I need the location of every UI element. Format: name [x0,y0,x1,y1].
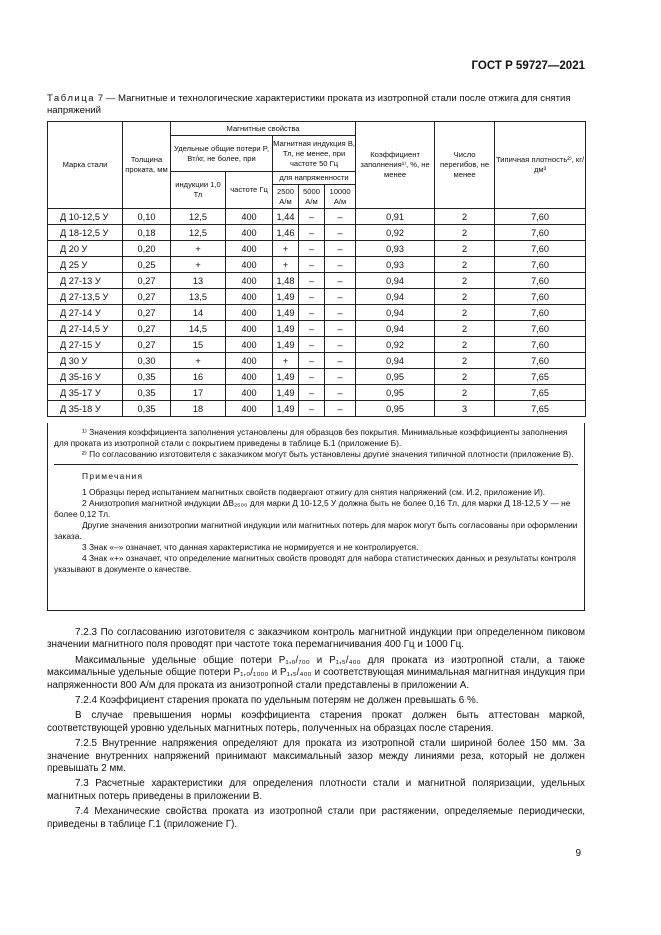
table-cell: 12,5 [171,225,226,241]
magnetic-properties-table [47,121,586,417]
table-cell: 7,60 [495,353,586,369]
paragraph-7-2-3: 7.2.3 По согласованию изготовителя с заказчиком контроль магнитной индукции при определенном пиковом значении магнитного поля проводят при частоте тока перемагничивания 400 Гц и 1000 Гц. [47,627,585,651]
table-cell: – [325,289,356,305]
table-cell: 13 [171,273,226,289]
table-cell: 0,95 [356,385,435,401]
table-cell: – [325,273,356,289]
table-row [48,257,586,273]
table-cell: + [171,353,226,369]
table-cell: – [325,321,356,337]
table-cell: 7,60 [495,337,586,353]
table-cell: – [299,209,325,225]
table-cell: 0,93 [356,257,435,273]
table-cell: 7,60 [495,289,586,305]
table-cell: 400 [226,305,273,321]
header-losses: Удельные общие потери P, Вт/кг, не более, при [171,136,273,172]
footnote-2: ²⁾ По согласованию изготовителя с заказчиком могут быть установлены другие значения типичной плотности (приложение В). [82,449,574,459]
footnote-1: ¹⁾ Значения коэффициента заполнения установлены для образцов без покрытия. Минимальные коэффициенты заполнения для проката из изотропной стали с покрытием приведены в таблице Б.1 (приложение Б). [54,427,568,448]
table-cell: 400 [226,257,273,273]
paragraph-7-2-4: 7.2.4 Коэффициент старения проката по удельным потерям не должен превышать 6 %. [75,695,479,707]
table-cell: 1,49 [273,369,299,385]
table-cell: Д 27-15 У [48,337,123,353]
table-cell: – [325,337,356,353]
table-cell: 2 [435,385,495,401]
table-cell: 0,94 [356,289,435,305]
table-cell: 2 [435,273,495,289]
table-cell: 400 [226,353,273,369]
table-cell: 3 [435,401,495,417]
table-cell: – [325,209,356,225]
table-cell: – [299,337,325,353]
table-cell: 1,49 [273,305,299,321]
paragraph-7-2-5: 7.2.5 Внутренние напряжения определяют для проката из изотропной стали шириной более 150 мм. За значение внутренних напряжений принимают максимальный зазор между линиями реза, который не должен превышать 2 мм. [47,738,585,775]
table-cell: 1,44 [273,209,299,225]
table-caption-text: 7 — Магнитные и технологические характеристики проката из изотропной стали после отжига для снятия напряжений [47,93,571,116]
table-cell: 0,25 [123,257,171,273]
table-cell: 0,94 [356,353,435,369]
table-cell: – [325,369,356,385]
table-cell: Д 35-16 У [48,369,123,385]
table-body [48,209,586,417]
table-cell: 7,60 [495,305,586,321]
table-cell: 400 [226,337,273,353]
table-cell: 1,49 [273,321,299,337]
table-cell: – [299,321,325,337]
table-cell: + [171,257,226,273]
table-cell: + [273,257,299,273]
header-induction-1-0: индукции 1,0 Тл [171,172,226,209]
document-code: ГОСТ Р 59727—2021 [471,60,585,72]
header-field-strength: для напряженности [273,172,356,185]
table-cell: 18 [171,401,226,417]
table-cell: 0,27 [123,321,171,337]
table-cell: 17 [171,385,226,401]
header-grade: Марка стали [48,122,123,209]
table-cell: 0,93 [356,241,435,257]
table-cell: – [299,385,325,401]
table-cell: – [325,353,356,369]
table-cell: 7,60 [495,257,586,273]
table-row [48,305,586,321]
table-cell: 2 [435,369,495,385]
table-cell: 400 [226,289,273,305]
paragraph-aging: В случае превышения нормы коэффициента старения прокат должен быть аттестован маркой, соответствующей уровню удельных магнитных потерь, полученных на образцах после старения. [47,710,585,734]
table-cell: 2 [435,337,495,353]
table-cell: 0,30 [123,353,171,369]
table-cell: – [299,401,325,417]
page-number: 9 [575,848,581,859]
table-cell: – [299,241,325,257]
table-cell: 2 [435,305,495,321]
table-cell: 0,95 [356,369,435,385]
table-cell: + [273,241,299,257]
table-cell: 14,5 [171,321,226,337]
table-cell: 0,27 [123,289,171,305]
header-bends: Число перегибов, не менее [435,122,495,209]
table-row [48,209,586,225]
table-cell: 7,60 [495,241,586,257]
table-row [48,273,586,289]
header-thickness: Толщина проката, мм [123,122,171,209]
table-cell: 1,49 [273,401,299,417]
table-cell: 2 [435,225,495,241]
table-row [48,241,586,257]
table-cell: – [325,241,356,257]
table-cell: 1,49 [273,289,299,305]
table-cell: – [299,305,325,321]
table-cell: – [299,273,325,289]
table-cell: 0,35 [123,369,171,385]
table-cell: 16 [171,369,226,385]
table-cell: Д 20 У [48,241,123,257]
table-row [48,369,586,385]
table-cell: 0,92 [356,225,435,241]
note-2: 2 Анизотропия магнитной индукции ΔB₂₅₀₀ для марки Д 10-12,5 У должна быть не более 0,16 Тл, для марки Д 18-12,5 У — не более 0,12 Тл. [54,498,571,519]
table-cell: 0,27 [123,305,171,321]
table-cell: 2 [435,321,495,337]
table-cell: 400 [226,321,273,337]
table-cell: – [325,401,356,417]
header-density: Типичная плотность²⁾, кг/дм³ [495,122,586,209]
table-cell: 1,48 [273,273,299,289]
table-row [48,225,586,241]
footnote-separator [54,464,578,465]
table-cell: 7,65 [495,369,586,385]
table-footnotes [47,423,585,611]
table-cell: – [299,257,325,273]
table-cell: 0,10 [123,209,171,225]
table-cell: 0,95 [356,401,435,417]
header-stacking-factor: Коэффициент заполнения¹⁾, %, не менее [356,122,435,209]
table-cell: – [299,289,325,305]
table-cell: 14 [171,305,226,321]
table-cell: 15 [171,337,226,353]
table-cell: – [299,369,325,385]
table-cell: + [273,353,299,369]
table-row [48,401,586,417]
table-cell: 400 [226,273,273,289]
paragraph-7-4: 7.4 Механические свойства проката из изотропной стали при растяжении, определяемые периодически, приведены в таблице Г.1 (приложение Г). [47,806,585,830]
table-cell: – [325,385,356,401]
table-row [48,337,586,353]
note-1: 1 Образцы перед испытанием магнитных свойств подвергают отжигу для снятия напряжений (см. И.2, приложение И). [82,487,546,497]
table-cell: Д 27-13 У [48,273,123,289]
table-cell: 12,5 [171,209,226,225]
table-cell: 0,92 [356,337,435,353]
table-cell: Д 35-17 У [48,385,123,401]
table-cell: – [299,225,325,241]
table-cell: 7,65 [495,385,586,401]
table-cell: 400 [226,225,273,241]
header-frequency: частоте Гц [226,172,273,209]
header-2500: 2500 А/м [273,185,299,209]
table-cell: Д 27-13,5 У [48,289,123,305]
table-cell: 0,20 [123,241,171,257]
note-3: 3 Знак «–» означает, что данная характеристика не нормируется и не контролируется. [82,542,419,552]
table-cell: 2 [435,257,495,273]
table-row [48,385,586,401]
table-cell: Д 27-14 У [48,305,123,321]
table-cell: 0,18 [123,225,171,241]
table-cell: 2 [435,353,495,369]
note-4: 4 Знак «+» означает, что определение магнитных свойств проводят для набора статистических данных и результаты контроля указывают в документе о качестве. [54,553,576,574]
note-2-continued: Другие значения анизотропии магнитной индукции или магнитных потерь для марок могут быть согласованы при оформлении заказа. [54,520,578,541]
table-row [48,353,586,369]
table-cell: 2 [435,289,495,305]
table-cell: 0,94 [356,305,435,321]
table-cell: – [325,257,356,273]
table-cell: 7,60 [495,209,586,225]
table-cell: 400 [226,401,273,417]
table-cell: 1,49 [273,337,299,353]
table-cell: 0,94 [356,273,435,289]
notes-title: Примечания [82,471,144,481]
table-cell: 7,60 [495,273,586,289]
table-cell: Д 35-18 У [48,401,123,417]
table-cell: 400 [226,369,273,385]
table-cell: 7,60 [495,225,586,241]
table-cell: 1,49 [273,385,299,401]
table-cell: – [325,225,356,241]
paragraph-max-losses: Максимальные удельные общие потери P₁,₀/₇₀₀ и P₁,₅/₄₀₀ для проката из изотропной стали, а также максимальные удельные общие потери P₁,₀/₁₀₀₀ и P₁,₅/₄₀₀ и соответствующая минимальная магнитная индукция при напряженности 800 А/м для проката из анизотропной стали представлены в приложении А. [47,654,585,691]
header-induction: Магнитная индукция B, Тл, не менее, при частоте 50 Гц [273,136,356,172]
table-cell: 400 [226,385,273,401]
table-cell: + [171,241,226,257]
table-cell: – [299,353,325,369]
table-cell: 7,60 [495,321,586,337]
table-cell: Д 10-12,5 У [48,209,123,225]
table-caption-label: Таблица [47,93,96,104]
table-cell: 7,65 [495,401,586,417]
body-text [47,627,585,834]
table-cell: 400 [226,209,273,225]
paragraph-7-3: 7.3 Расчетные характеристики для определения плотности стали и магнитной поляризации, удельных магнитных потерь приведены в приложении В. [47,778,585,802]
header-5000: 5000 А/м [299,185,325,209]
table-cell: 0,35 [123,385,171,401]
table-cell: 0,91 [356,209,435,225]
table-cell: 0,27 [123,273,171,289]
header-10000: 10000 А/м [325,185,356,209]
table-cell: 0,35 [123,401,171,417]
table-cell: Д 25 У [48,257,123,273]
table-cell: 0,94 [356,321,435,337]
table-cell: Д 30 У [48,353,123,369]
table-cell: 400 [226,241,273,257]
header-magnetic: Магнитные свойства [171,122,356,136]
table-cell: – [325,305,356,321]
table-cell: 1,46 [273,225,299,241]
table-row [48,321,586,337]
table-caption [47,93,583,117]
table-row [48,289,586,305]
table-cell: 0,27 [123,337,171,353]
table-cell: 2 [435,241,495,257]
table-cell: 13,5 [171,289,226,305]
table-cell: 2 [435,209,495,225]
table-cell: Д 27-14,5 У [48,321,123,337]
table-cell: Д 18-12,5 У [48,225,123,241]
